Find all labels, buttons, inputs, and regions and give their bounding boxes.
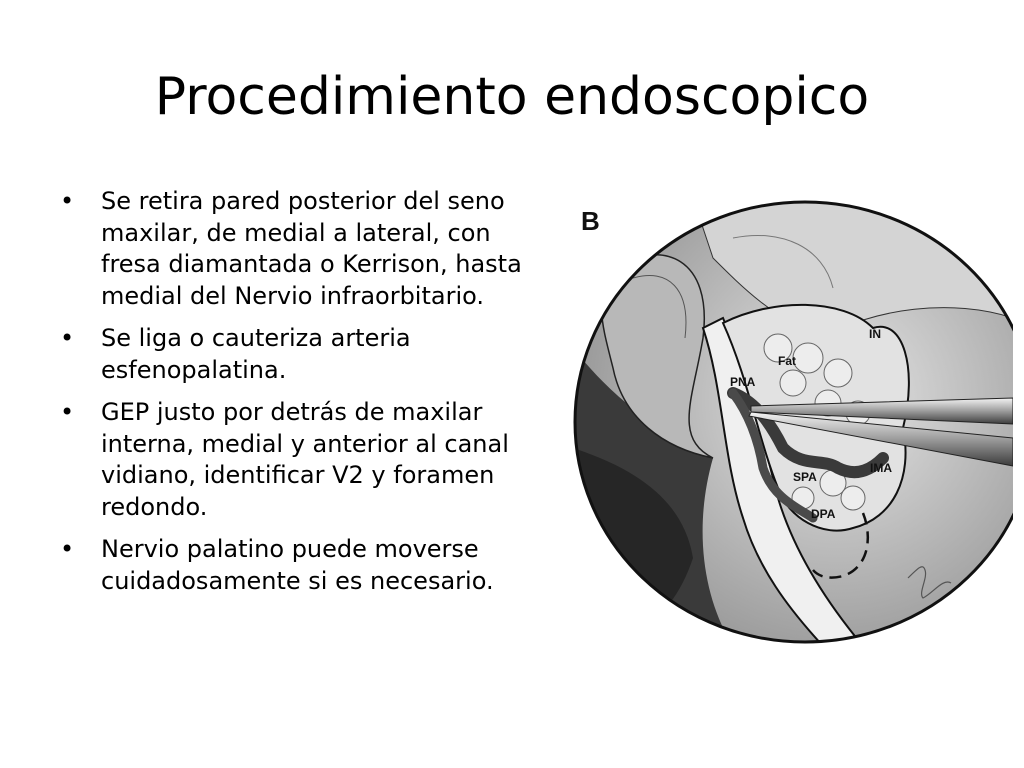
label-ima: IMA <box>870 461 892 475</box>
label-pna: PNA <box>730 375 756 389</box>
label-dpa: DPA <box>811 507 836 521</box>
bullet-item <box>60 534 540 597</box>
bullet-marker: • <box>60 535 75 563</box>
bullet-item <box>60 186 540 312</box>
slide-title: Procedimiento endoscopico <box>154 67 870 127</box>
bullet-text: GEP justo por detrás de maxilar interna, medial y anterior al canal vidiano, identificar V2 y foramen redondo. <box>101 398 509 521</box>
bullet-text: Se retira pared posterior del seno maxilar, de medial a lateral, con fresa diamantada o Kerrison, hasta medial del Nervio infraorbitario. <box>101 187 522 310</box>
bullet-list <box>60 186 540 608</box>
bullet-marker: • <box>60 187 75 215</box>
bullet-item <box>60 323 540 386</box>
bullet-marker: • <box>60 398 75 426</box>
endoscopic-illustration <box>573 198 1013 646</box>
label-fat: Fat <box>778 354 796 368</box>
label-spa: SPA <box>793 470 817 484</box>
endoscopic-illustration-svg <box>573 198 1013 646</box>
bullet-marker: • <box>60 324 75 352</box>
bullet-text: Nervio palatino puede moverse cuidadosamente si es necesario. <box>101 535 494 595</box>
panel-letter: B <box>581 206 600 236</box>
bullet-item <box>60 397 540 523</box>
bullet-text: Se liga o cauteriza arteria esfenopalatina. <box>101 324 411 384</box>
label-in: IN <box>869 327 881 341</box>
